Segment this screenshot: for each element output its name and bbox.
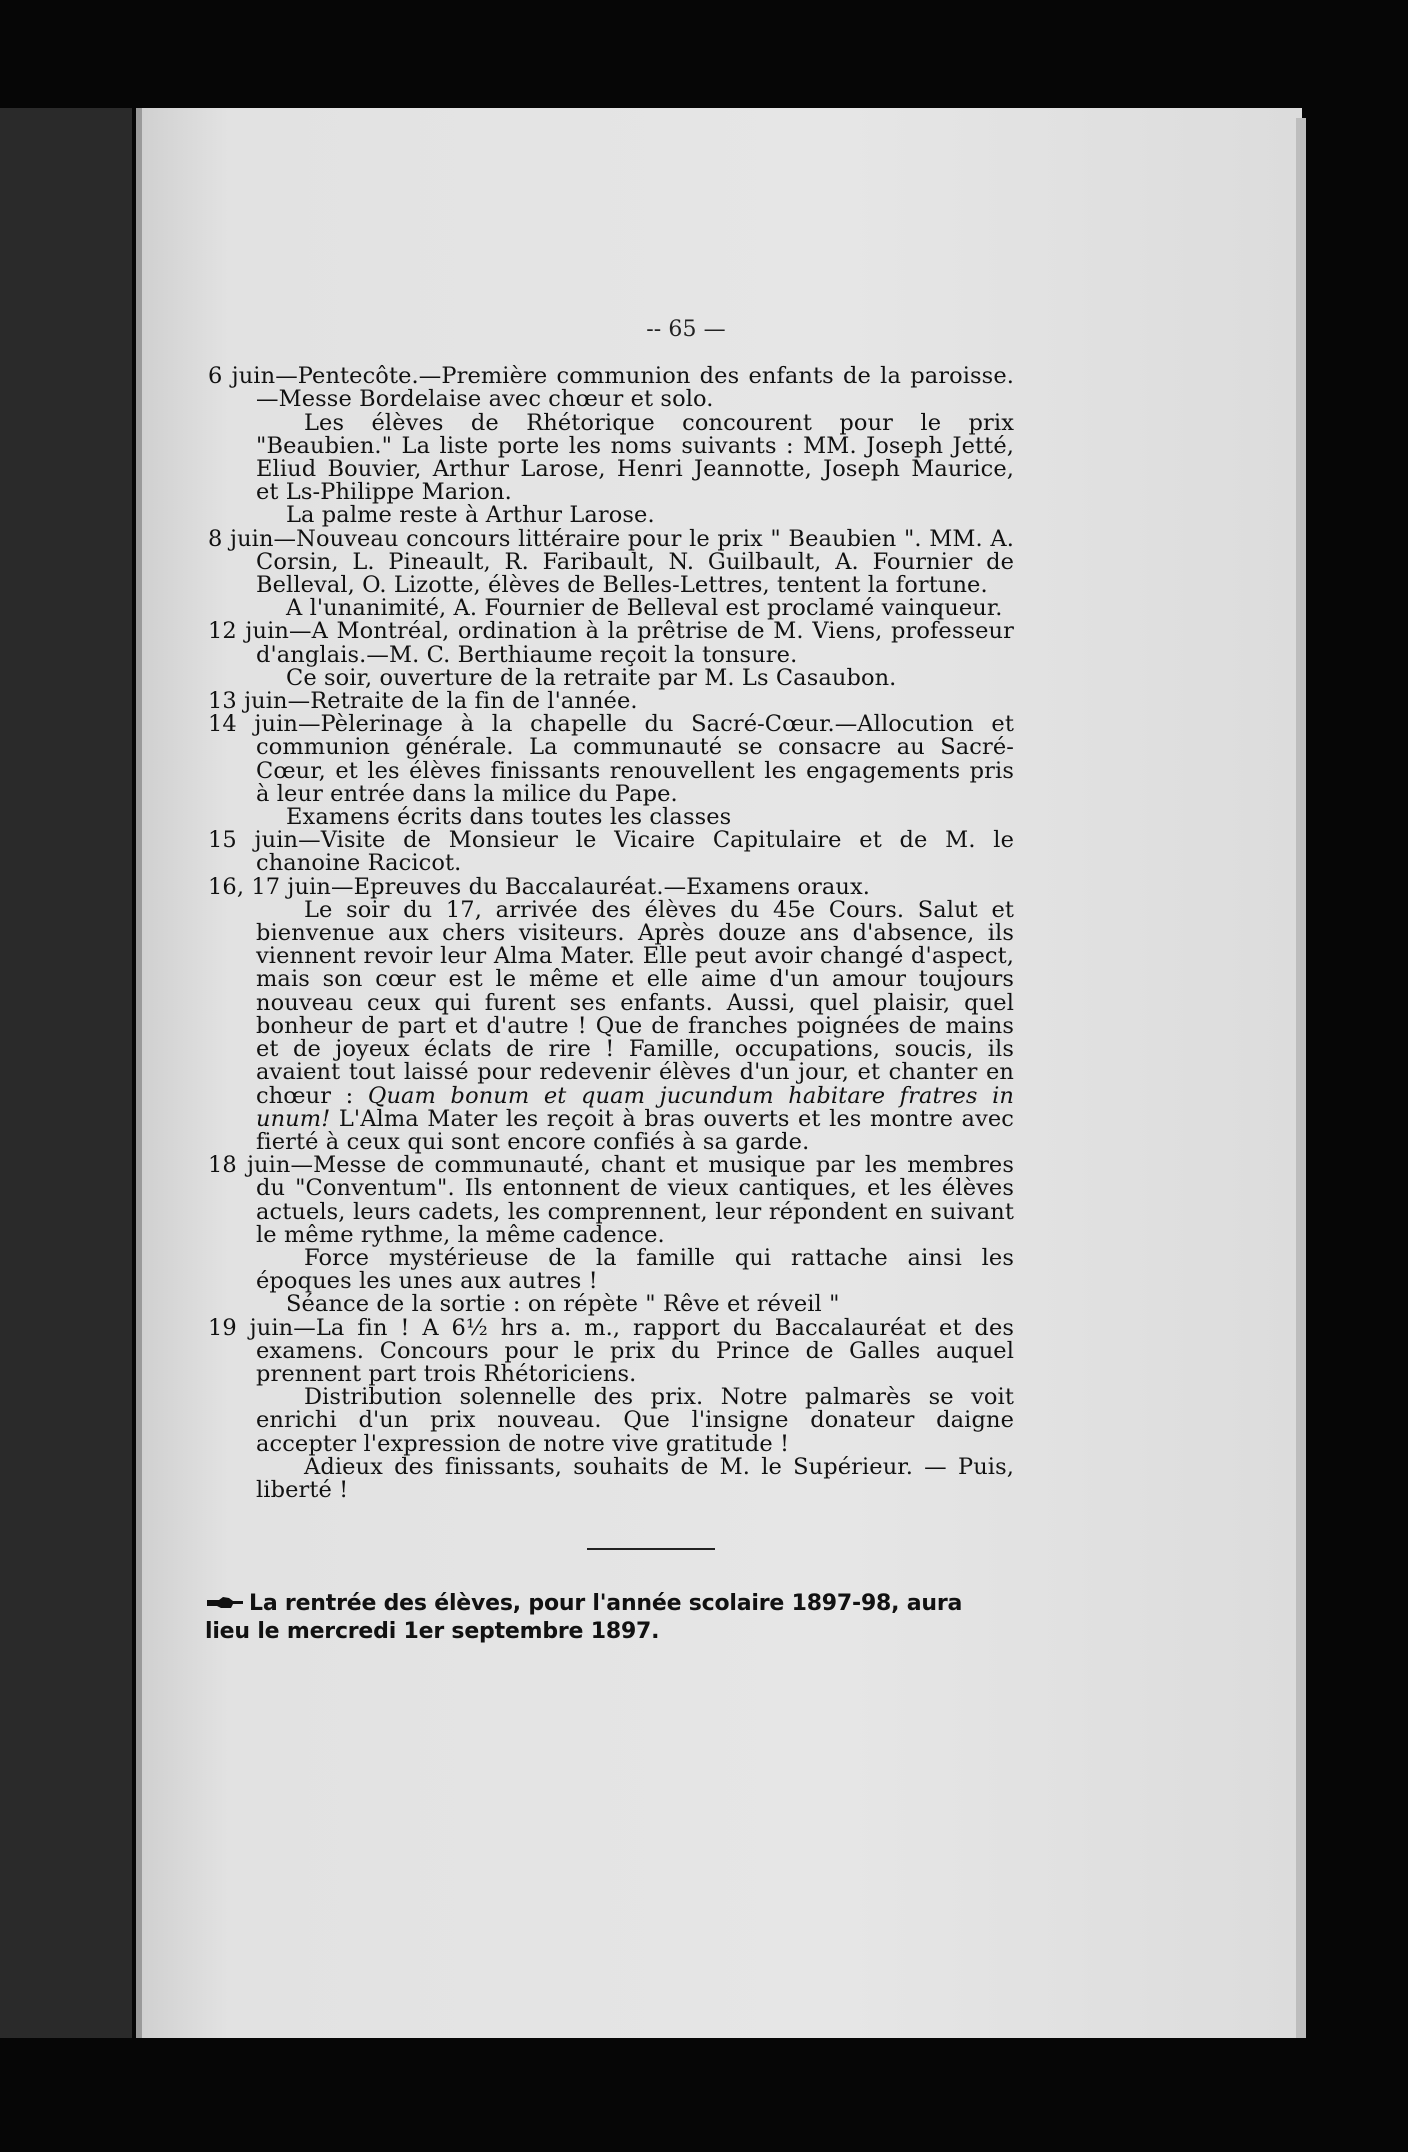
entry-seance-sortie: Séance de la sortie : on répète " Rêve et réveil ": [286, 1291, 840, 1318]
rentree-notice-text: La rentrée des élèves, pour l'année scolaire 1897-98, aura lieu le mercredi 1er septembre 1897.: [205, 1591, 963, 1645]
entry-45e-cours: [208, 896, 1014, 1155]
entry-6-juin: 6 juin—Pentecôte.—Première communion des enfants de la paroisse.—Messe Bordelaise avec chœur et solo.: [208, 363, 1014, 413]
latin-quote: Quam bonum et quam jucundum habitare fratres in unum!: [256, 1082, 1014, 1132]
entry-18-juin: 18 juin—Messe de communauté, chant et musique par les membres du "Conventum". Ils entonnent de vieux cantiques, et les élèves actuels, leurs cadets, les comprennent, leur répondent en suivant le même rythme, la même cadence.: [208, 1152, 1014, 1248]
entry-14-juin: 14 juin—Pèlerinage à la chapelle du Sacré-Cœur.—Allocution et communion générale. La communauté se consacre au Sacré-Cœur, et les élèves finissants renouvellent les engagements pris à leur entrée dans la milice du Pape.: [208, 711, 1014, 807]
entry-45e-cours-end: L'Alma Mater les reçoit à bras ouverts et les montre avec fierté à ceux qui sont encore confiés à sa garde.: [256, 1105, 1014, 1155]
entry-unanimite: A l'unanimité, A. Fournier de Belleval est proclamé vainqueur.: [286, 595, 1003, 622]
previous-page-edge: [0, 108, 132, 2038]
entry-examens-ecrits: Examens écrits dans toutes les classes: [286, 804, 732, 831]
page-binding-edge: [136, 108, 142, 2038]
page-number: -- 65 —: [646, 317, 726, 342]
entry-19-juin: 19 juin—La fin ! A 6½ hrs a. m., rapport du Baccalauréat et des examens. Concours pour le prix du Prince de Galles auquel prennent part trois Rhétoriciens.: [208, 1314, 1014, 1387]
entry-15-juin: 15 juin—Visite de Monsieur le Vicaire Capitulaire et de M. le chanoine Racicot.: [208, 827, 1014, 877]
entry-retraite-soir: Ce soir, ouverture de la retraite par M. Ls Casaubon.: [286, 664, 897, 691]
entry-45e-cours-text: Le soir du 17, arrivée des élèves du 45e Cours. Salut et bienvenue aux chers visiteurs. Après douze ans d'absence, ils viennent revoir leur Alma Mater. Elle peut avoir changé d'aspect, mais son cœur est le même et elle aime d'un amour toujours nouveau ceux qui furent ses enfants. Aussi, quel plaisir, quel bonheur de part et d'autre ! Que de franches poignées de mains et de joyeux éclats de rire ! Famille, occupations, soucis, ils avaient tout laissé pour redevenir élèves d'un jour, et chanter en chœur :: [256, 896, 1014, 1109]
entry-palme: La palme reste à Arthur Larose.: [286, 502, 655, 529]
entry-13-juin: 13 juin—Retraite de la fin de l'année.: [208, 688, 638, 715]
entry-force-mysterieuse: Force mystérieuse de la famille qui rattache ainsi les époques les unes aux autres !: [256, 1244, 1014, 1295]
entry-12-juin: 12 juin—A Montréal, ordination à la prêtrise de M. Viens, professeur d'anglais.—M. C. Berthiaume reçoit la tonsure.: [208, 618, 1014, 668]
pointing-hand-icon: [205, 1595, 245, 1611]
entry-rhetorique: Les élèves de Rhétorique concourent pour le prix "Beaubien." La liste porte les noms suivants : MM. Joseph Jetté, Eliud Bouvier, Arthur Larose, Henri Jeannotte, Joseph Maurice, et Ls-Philippe Marion.: [256, 409, 1014, 506]
page-right-edge: [1296, 118, 1306, 2038]
rentree-notice: [205, 1590, 1014, 1646]
section-divider: [587, 1548, 715, 1550]
entry-16-17-juin: 16, 17 juin—Epreuves du Baccalauréat.—Examens oraux.: [208, 873, 870, 900]
entry-8-juin: 8 juin—Nouveau concours littéraire pour le prix " Beaubien ". MM. A. Corsin, L. Pineault, R. Faribault, N. Guilbault, A. Fournier de Belleval, O. Lizotte, élèves de Belles-Lettres, tentent la fortune.: [208, 525, 1014, 599]
entry-adieux: Adieux des finissants, souhaits de M. le Supérieur. — Puis, liberté !: [256, 1453, 1014, 1503]
page-body: [205, 317, 1014, 1646]
entry-distribution: Distribution solennelle des prix. Notre palmarès se voit enrichi d'un prix nouveau. Que l'insigne donateur daigne accepter l'expression de notre vive gratitude !: [256, 1384, 1014, 1457]
